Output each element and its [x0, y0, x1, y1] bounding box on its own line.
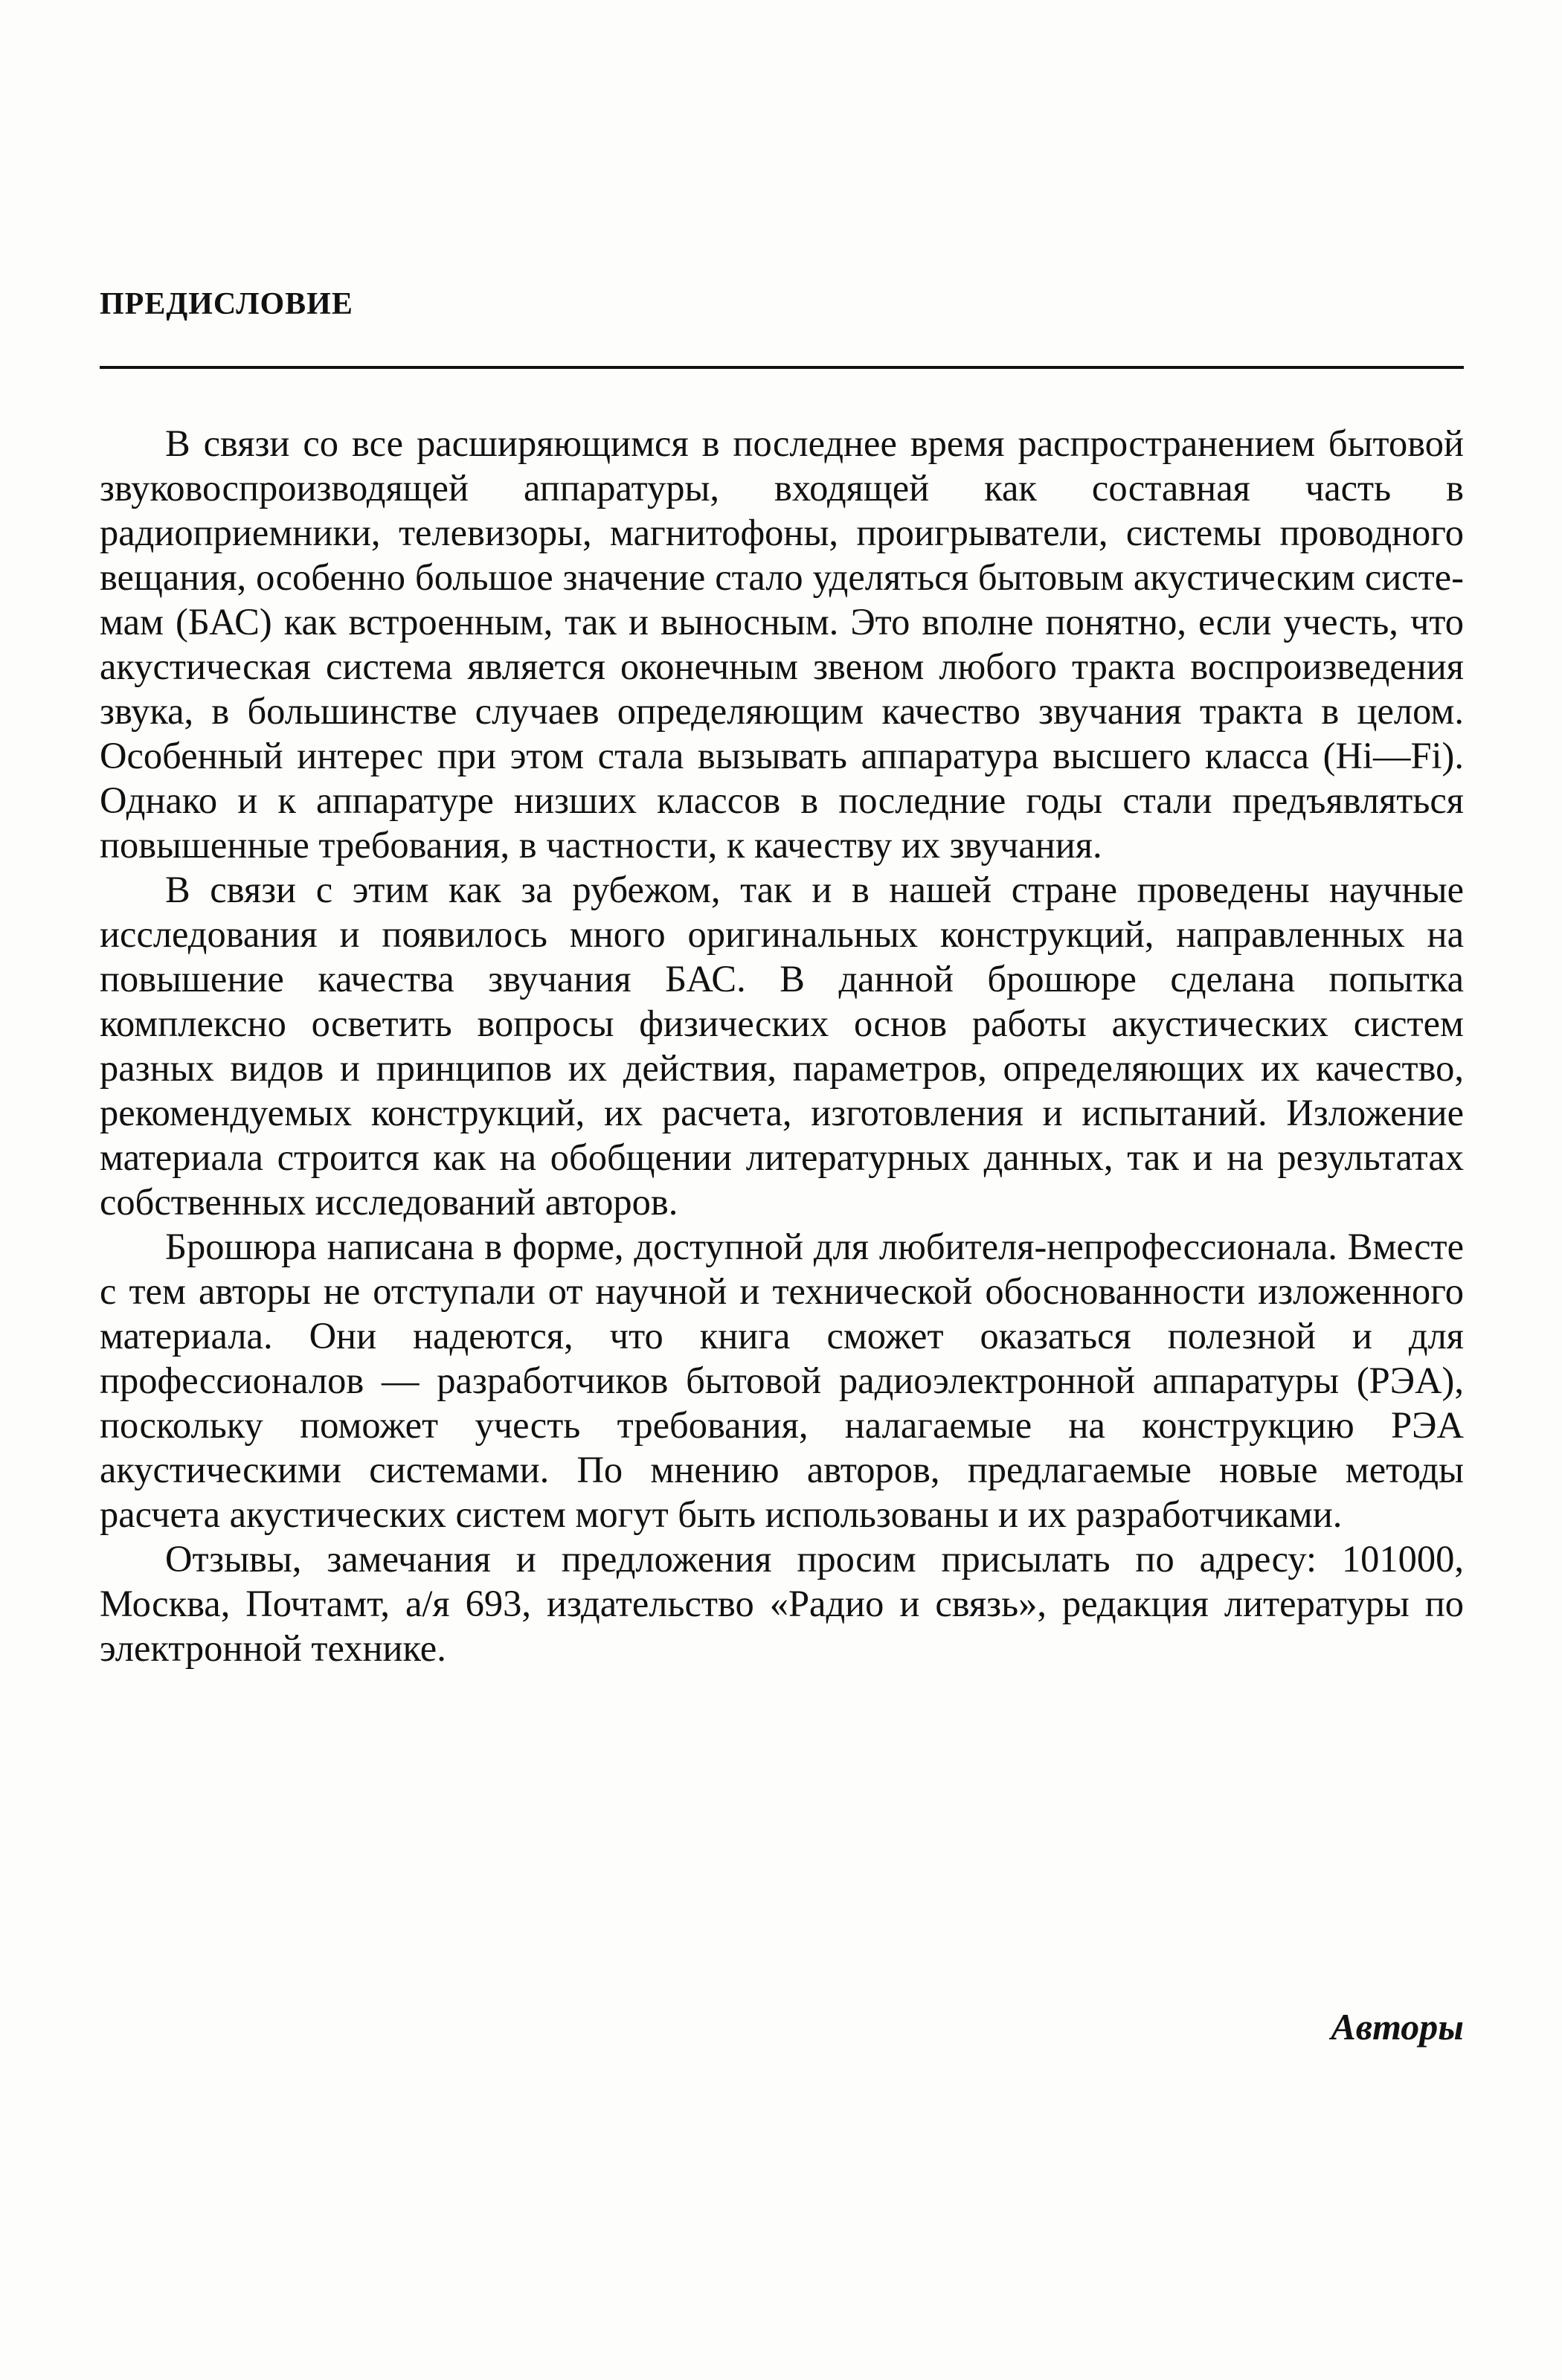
preface-body [100, 421, 1464, 1670]
paragraph-3: Брошюра написана в форме, доступной для любителя-непрофессионала. Вместе с тем авторы не отступали от научной и технической обоснованности изложенного материала. Они надеются, что книга сможет оказаться полезной и для профессионалов — разработчиков бытовой радиоэлектронной аппаратуры (РЭА), поскольку поможет учесть требования, налагаемые на конструкцию РЭА акустическими системами. По мнению авторов, предлагаемые новые методы расчета акустических систем могут быть использованы и их разработчиками. [100, 1226, 1464, 1535]
paragraph-4: Отзывы, замечания и предложения просим присылать по адресу: 101000, Москва, Почтамт, а/я 693, издательство «Радио и связь», редакция литературы по электронной технике. [100, 1538, 1464, 1669]
paragraph-1: В связи со все расширяющимся в последнее время распространением бытовой звуковоспроизводящей аппаратуры, входящей как составная часть в радиоприемники, телевизоры, магнитофоны, проигрыватели, системы проводного вещания, особенно большое значение стало уделяться бытовым акустическим системам (БАС) как встроенным, так и выносным. Это вполне понятно, если учесть, что акустическая система является оконечным звеном любого тракта воспроизведения звука, в большинстве случаев определяющим качество звучания тракта в целом. Особенный интерес при этом стала вызывать аппаратура высшего класса (Hi—Fi). Однако и к аппаратуре низших классов в последние годы стали предъявляться повышенные требования, в частности, к качеству их звучания. [100, 422, 1464, 866]
heading-rule [100, 366, 1464, 369]
page-heading: ПРЕДИСЛОВИЕ [100, 287, 353, 321]
authors-signature: Авторы [1331, 2006, 1464, 2048]
paragraph-2: В связи с этим как за рубежом, так и в нашей стране проведены научные исследования и появилось много оригинальных конструкций, направленных на повышение качества звучания БАС. В данной брошюре сделана попытка комплексно осветить вопросы физических основ работы акустических систем разных видов и принципов их действия, параметров, определяющих их качество, рекомендуемых конструкций, их расчета, изготовления и испытаний. Изложение материала строится как на обобщении литературных данных, так и на результатах собственных исследований авторов. [100, 869, 1464, 1223]
